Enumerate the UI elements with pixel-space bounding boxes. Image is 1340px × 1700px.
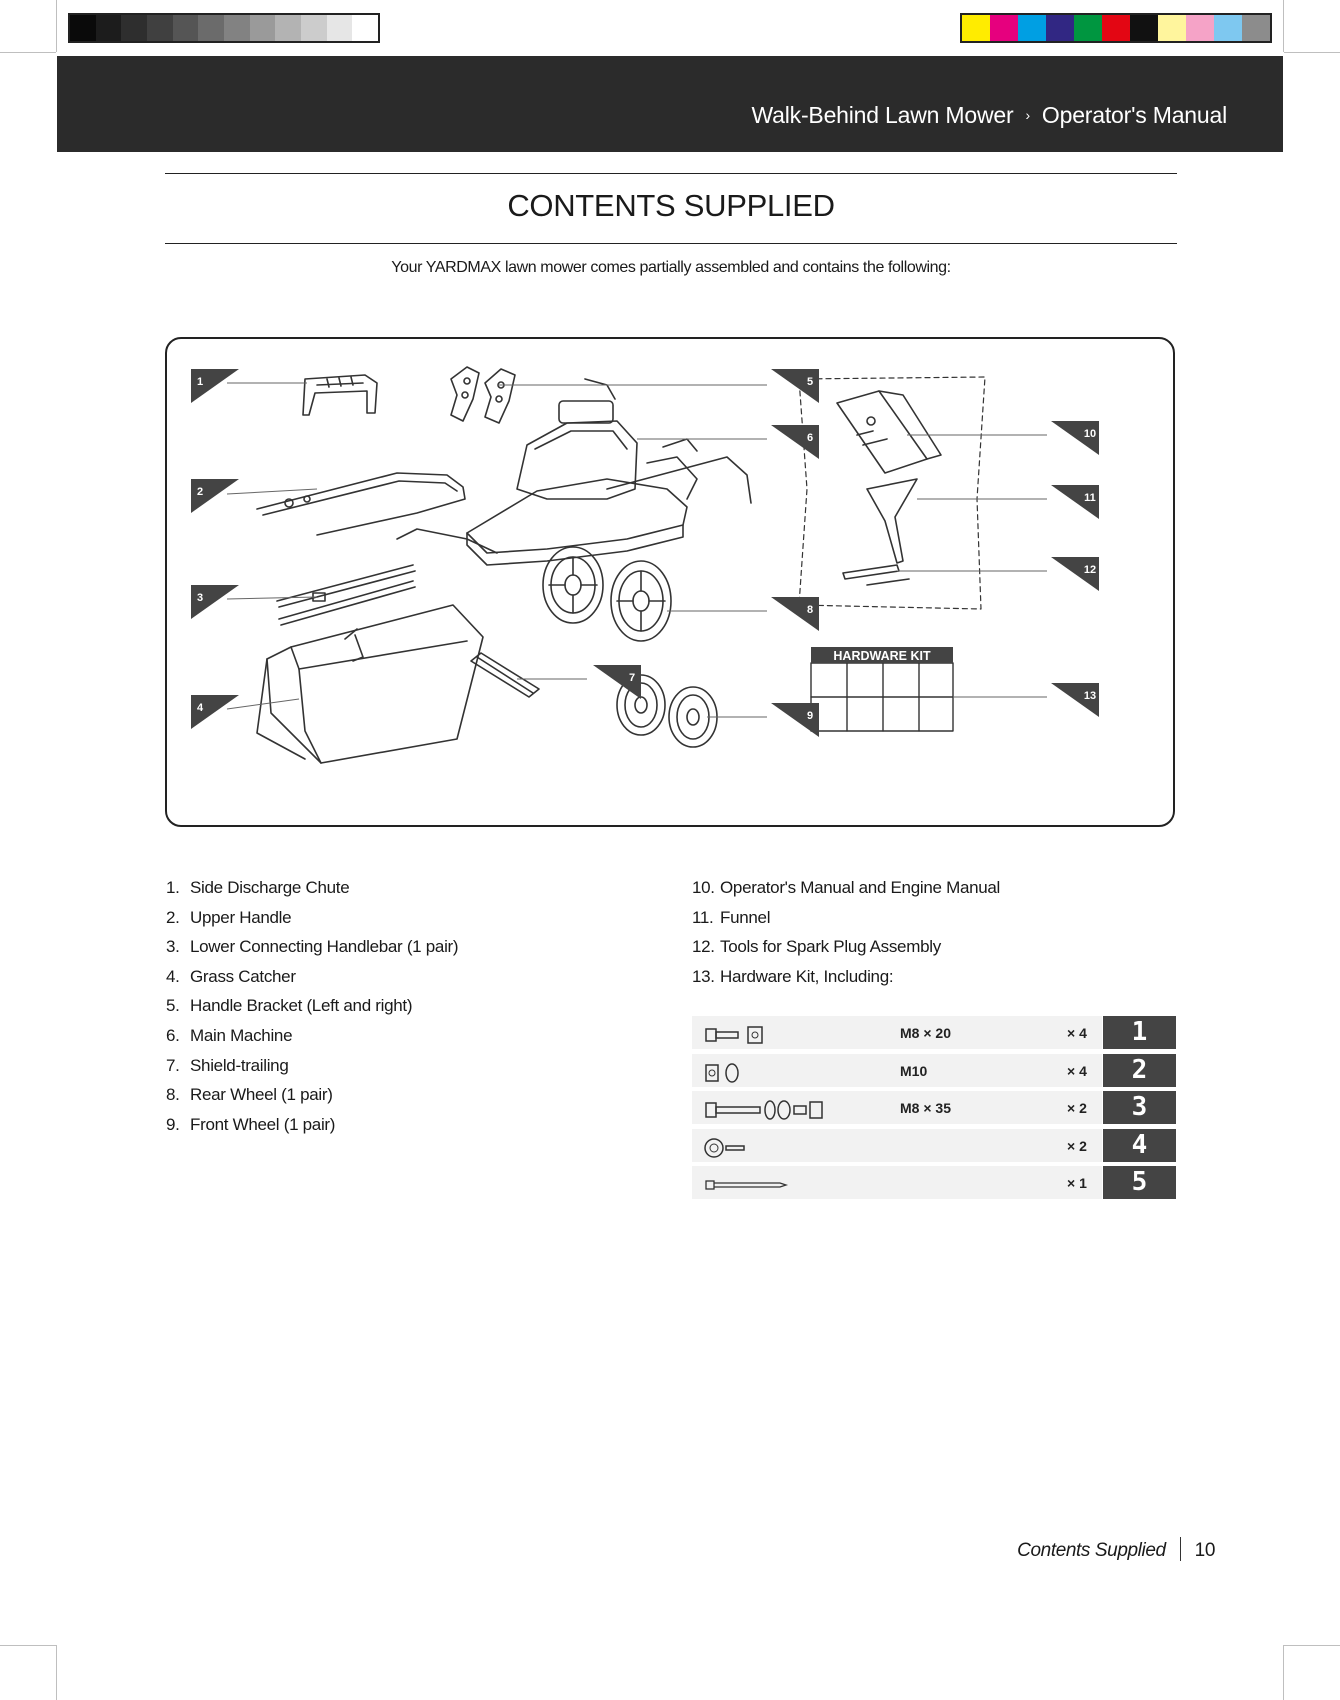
color-swatch [1130, 15, 1158, 41]
hardware-row [692, 1165, 1176, 1203]
hardware-index-badge: 2 [1103, 1054, 1176, 1087]
manual-product-title: Walk-Behind Lawn Mower [751, 102, 1014, 128]
hardware-row [692, 1015, 1176, 1053]
callout-number: 4 [196, 702, 204, 714]
parts-list-item [166, 1056, 458, 1086]
page-number: 10 [1194, 1540, 1215, 1561]
hardware-kit-drawing [811, 663, 953, 731]
grayscale-calibration-bar [68, 13, 380, 43]
hardware-index-badge: 5 [1103, 1166, 1176, 1199]
callout-number: 9 [806, 710, 814, 722]
knob-bolt-icon [702, 1132, 832, 1162]
hardware-quantity: × 4 [1067, 1025, 1087, 1041]
long-bolt-assembly-icon [702, 1094, 832, 1124]
callout-number: 10 [1083, 428, 1097, 440]
parts-list-item [692, 908, 1000, 938]
callout-number: 6 [806, 432, 814, 444]
accessory-bag-drawing [799, 377, 985, 609]
hardware-row [692, 1128, 1176, 1166]
gray-swatch [250, 15, 276, 41]
hardware-quantity: × 4 [1067, 1062, 1087, 1079]
hardware-kit-label: HARDWARE KIT [833, 649, 931, 663]
pin-icon [702, 1169, 832, 1199]
color-swatch [1158, 15, 1186, 41]
item-number: 10. [692, 878, 715, 897]
hardware-index-badge: 3 [1103, 1091, 1176, 1124]
item-number: 9. [166, 1114, 180, 1134]
callout-1 [191, 369, 239, 403]
callout-2 [191, 479, 239, 513]
hardware-quantity: × 2 [1067, 1137, 1087, 1154]
item-number: 11. [692, 907, 714, 927]
item-label: Side Discharge Chute [190, 878, 350, 897]
main-machine-drawing [397, 379, 751, 565]
callout-number: 1 [196, 376, 204, 388]
gray-swatch [301, 15, 327, 41]
hardware-size: M8 × 20 [900, 1025, 951, 1041]
callout-13 [1051, 683, 1099, 717]
item-number: 6. [166, 1025, 180, 1045]
callout-7 [593, 665, 641, 699]
crop-mark [56, 0, 57, 52]
hardware-row [692, 1053, 1176, 1091]
callout-3 [191, 585, 239, 619]
parts-list-item [166, 1115, 458, 1145]
parts-list-item [166, 1085, 458, 1115]
color-swatch [1018, 15, 1046, 41]
crop-mark [0, 52, 56, 53]
gray-swatch [121, 15, 147, 41]
title-rule-bottom [165, 243, 1177, 244]
hardware-index-badge: 1 [1103, 1016, 1176, 1049]
parts-list-left [166, 878, 458, 1144]
title-rule-top [165, 173, 1177, 174]
item-number: 8. [166, 1085, 180, 1105]
side-discharge-chute-drawing [303, 375, 377, 415]
color-swatch [1046, 15, 1074, 41]
callout-4 [191, 695, 239, 729]
item-label: Hardware Kit, Including: [720, 966, 894, 986]
color-swatch [1074, 15, 1102, 41]
callout-5 [771, 369, 819, 403]
upper-handle-drawing [257, 473, 465, 535]
gray-swatch [70, 15, 96, 41]
item-number: 4. [166, 966, 180, 986]
page-title: CONTENTS SUPPLIED [507, 188, 835, 223]
nut-washer-icon [702, 1057, 832, 1087]
item-number: 13. [692, 966, 715, 986]
hardware-index-badge: 4 [1103, 1129, 1176, 1162]
item-label: Grass Catcher [190, 966, 296, 986]
item-label: Upper Handle [190, 907, 292, 927]
funnel-drawing [867, 479, 917, 563]
callout-number: 11 [1084, 492, 1096, 504]
parts-list-item [166, 967, 458, 997]
parts-list-item [692, 878, 1000, 908]
callout-number: 8 [806, 604, 814, 616]
callout-number: 5 [806, 376, 814, 388]
footer-section-name: Contents Supplied [1017, 1540, 1166, 1561]
crop-mark [1283, 1645, 1284, 1700]
spark-plug-tools-drawing [843, 565, 909, 585]
hardware-size: M10 [900, 1062, 928, 1079]
color-calibration-bar [960, 13, 1272, 43]
item-label: Handle Bracket (Left and right) [190, 996, 413, 1016]
item-number: 5. [166, 996, 180, 1016]
parts-list-item [166, 937, 458, 967]
parts-illustration [167, 339, 1173, 825]
item-label: Front Wheel (1 pair) [190, 1114, 336, 1134]
callout-number: 12 [1083, 564, 1097, 576]
item-label: Tools for Spark Plug Assembly [720, 937, 941, 957]
parts-list-item [166, 1026, 458, 1056]
gray-swatch [352, 15, 378, 41]
crop-mark [1284, 52, 1340, 53]
hardware-kit-table [692, 1015, 1176, 1203]
hardware-quantity: × 2 [1067, 1100, 1087, 1116]
footer-divider [1180, 1537, 1181, 1561]
gray-swatch [224, 15, 250, 41]
handle-bracket-drawing [451, 367, 515, 423]
color-swatch [1102, 15, 1130, 41]
callout-9 [771, 703, 819, 737]
hardware-quantity: × 1 [1067, 1175, 1087, 1191]
item-label: Main Machine [190, 1025, 293, 1045]
item-label: Funnel [720, 907, 771, 927]
parts-figure [165, 337, 1175, 827]
color-swatch [990, 15, 1018, 41]
callout-number: 7 [628, 672, 636, 684]
manual-type-title: Operator's Manual [1041, 102, 1227, 128]
item-label: Shield-trailing [190, 1055, 289, 1075]
crop-mark [56, 1645, 57, 1700]
breadcrumb-separator: › [1025, 107, 1030, 123]
callout-11 [1051, 485, 1099, 519]
parts-list-item [166, 878, 458, 908]
page-footer [1017, 1537, 1215, 1562]
callout-number: 13 [1083, 690, 1097, 702]
rear-wheel-drawing [543, 547, 671, 641]
gray-swatch [198, 15, 224, 41]
parts-list-item [166, 996, 458, 1026]
color-swatch [1186, 15, 1214, 41]
gray-swatch [275, 15, 301, 41]
bolt-nut-icon [702, 1019, 832, 1049]
item-label: Rear Wheel (1 pair) [190, 1085, 333, 1105]
crop-mark [0, 1645, 56, 1646]
parts-list-item [692, 967, 1000, 997]
crop-mark [1284, 1645, 1340, 1646]
item-number: 2. [166, 907, 180, 927]
parts-list-item [166, 908, 458, 938]
gray-swatch [147, 15, 173, 41]
crop-mark [1283, 0, 1284, 52]
gray-swatch [96, 15, 122, 41]
callout-number: 3 [196, 592, 204, 604]
shield-trailing-drawing [471, 653, 539, 697]
item-number: 7. [166, 1055, 180, 1075]
gray-swatch [173, 15, 199, 41]
grass-catcher-drawing [257, 605, 483, 763]
item-label: Lower Connecting Handlebar (1 pair) [190, 937, 459, 957]
color-swatch [962, 15, 990, 41]
item-label: Operator's Manual and Engine Manual [720, 878, 1001, 897]
callout-10 [1051, 421, 1099, 455]
callout-number: 2 [196, 486, 204, 498]
intro-text: Your YARDMAX lawn mower comes partially assembled and contains the following: [391, 259, 951, 276]
color-swatch [1242, 15, 1270, 41]
color-swatch [1214, 15, 1242, 41]
gray-swatch [327, 15, 353, 41]
operator-manual-drawing [837, 391, 941, 473]
callout-12 [1051, 557, 1099, 591]
item-number: 12. [692, 937, 715, 957]
hardware-size: M8 × 35 [900, 1100, 951, 1116]
parts-list-right [692, 878, 1000, 996]
header-band [57, 56, 1283, 152]
hardware-row [692, 1090, 1176, 1128]
lower-handlebar-drawing [277, 565, 415, 625]
item-number: 3. [166, 937, 180, 957]
item-number: 1. [166, 878, 180, 897]
parts-list-item [692, 937, 1000, 967]
callout-8 [771, 597, 819, 631]
callout-6 [771, 425, 819, 459]
header-title [752, 102, 1227, 129]
